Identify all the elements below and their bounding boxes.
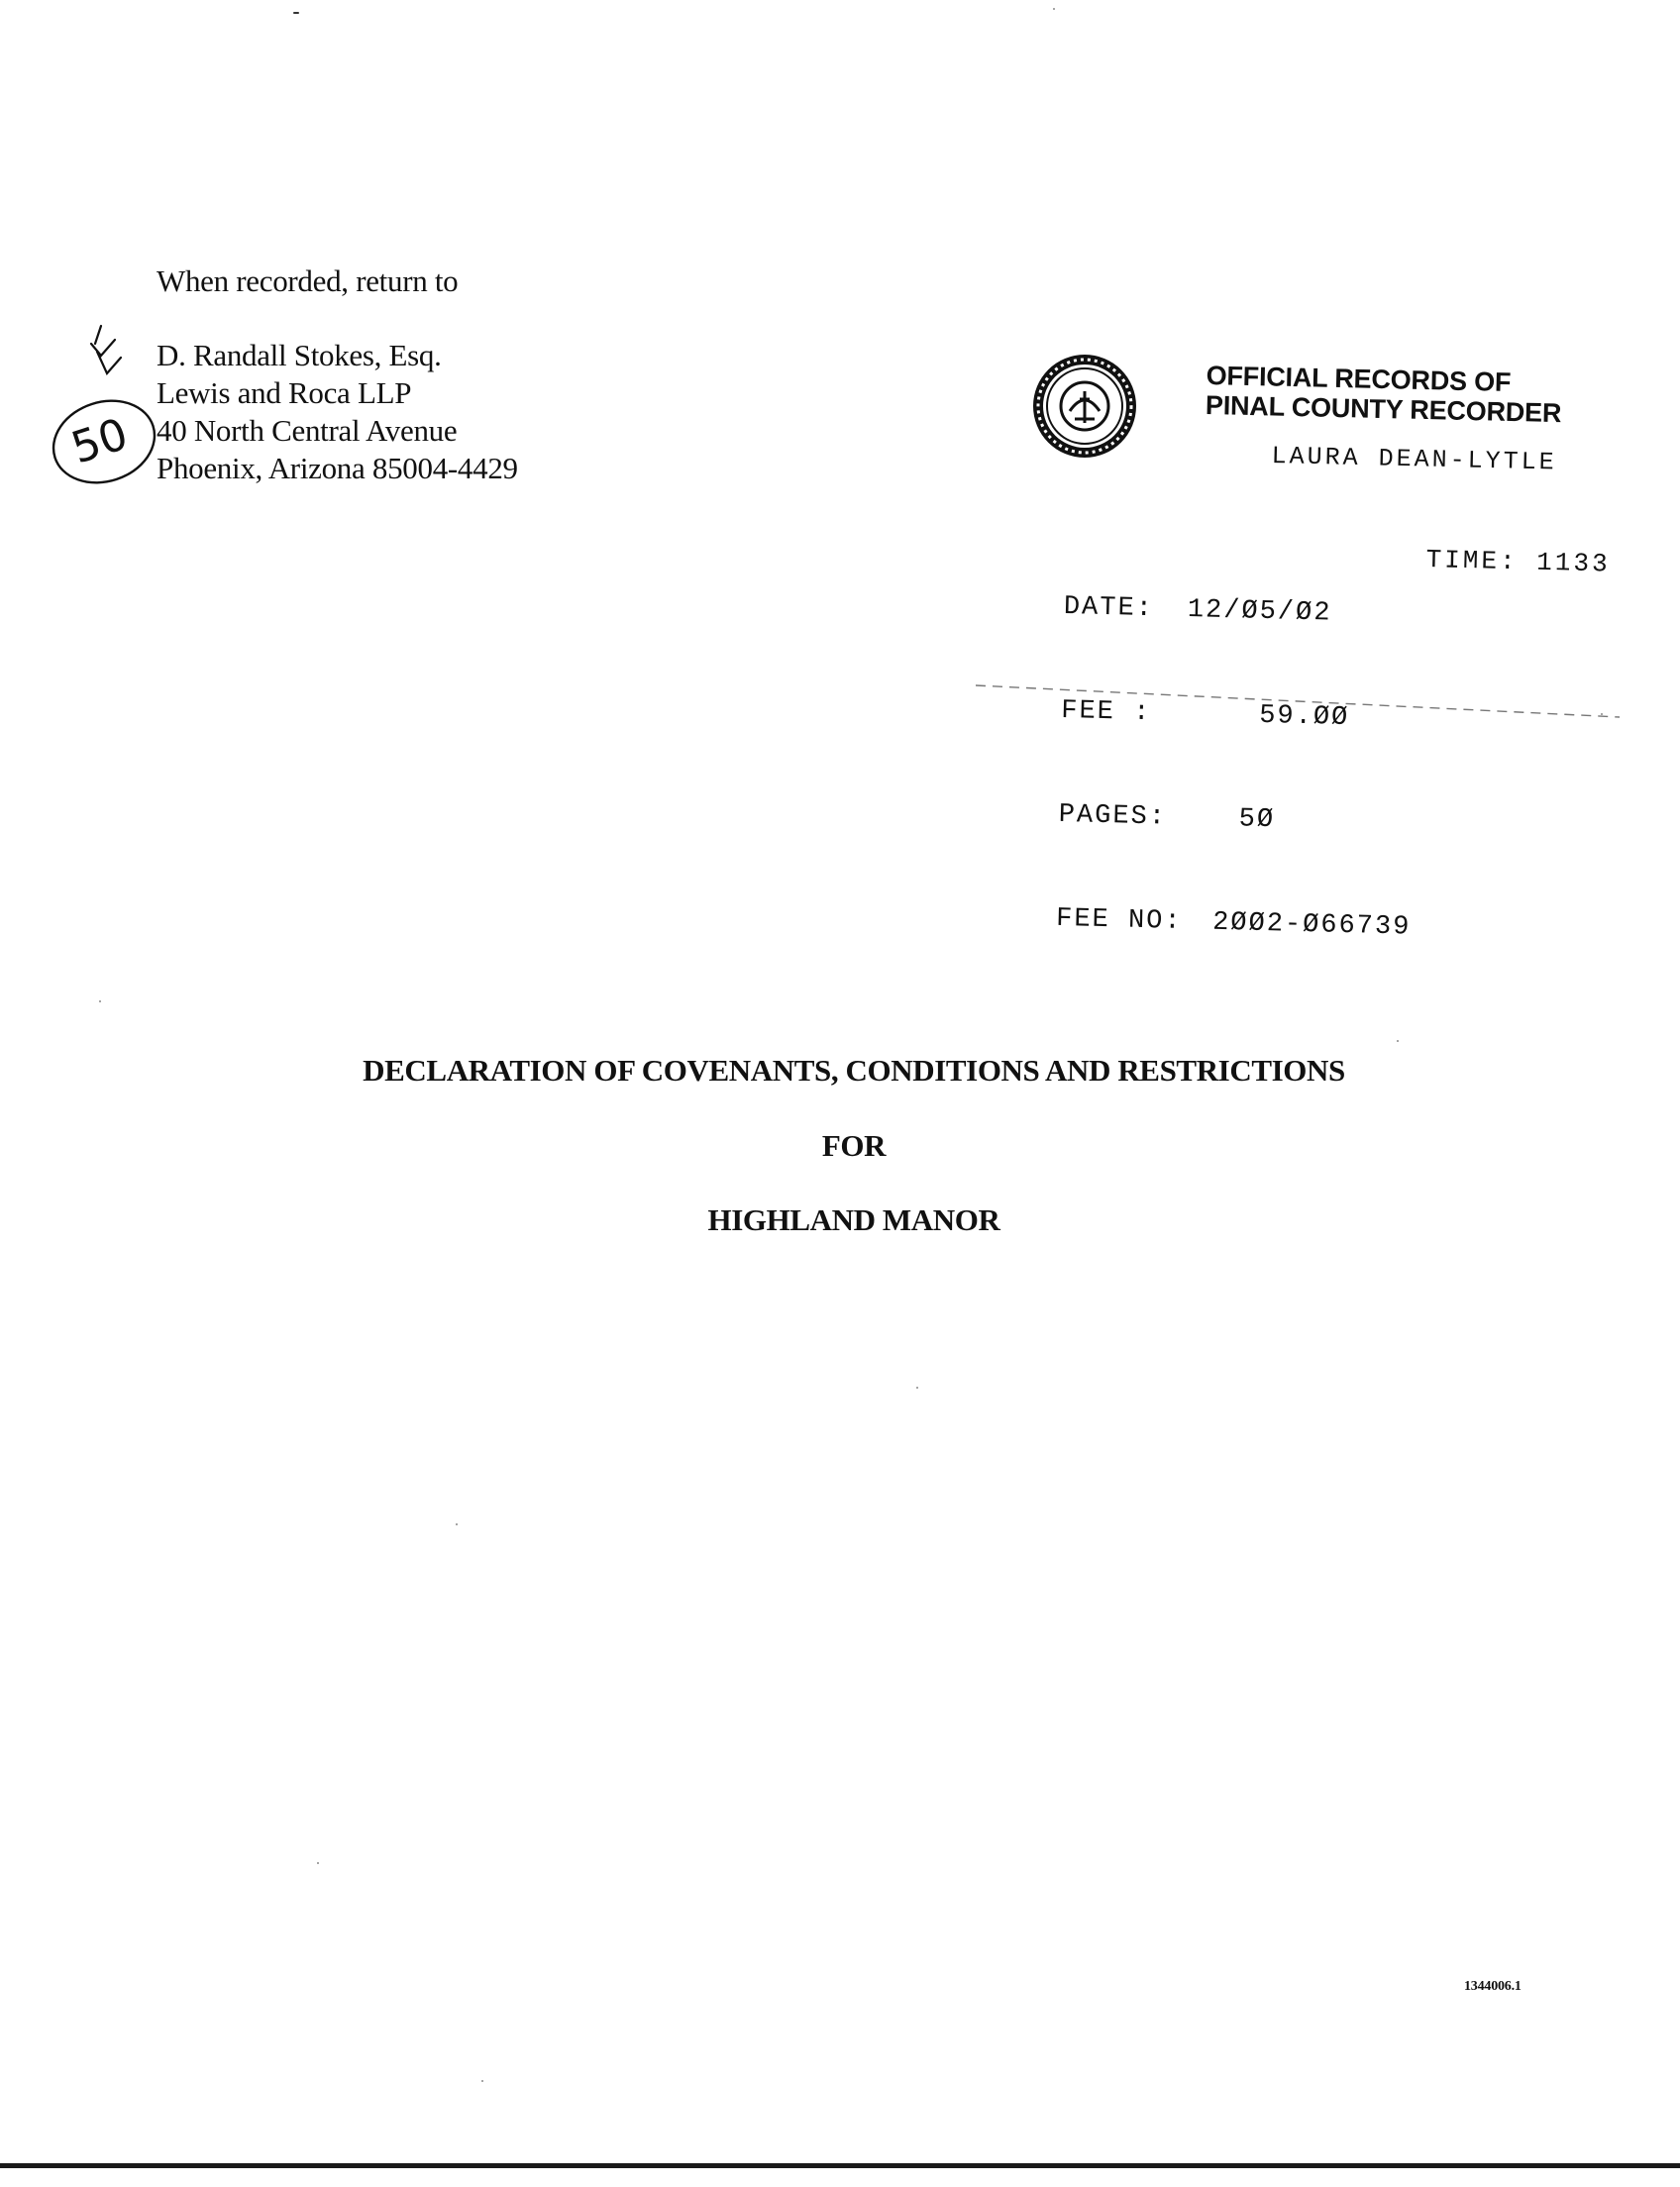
fee-label: FEE : — [1060, 695, 1152, 729]
handwritten-circled-page-count — [50, 396, 158, 485]
recorder-stamp-title — [1206, 361, 1563, 428]
fee-value: 59.ØØ — [1258, 700, 1350, 734]
pages-value: 5Ø — [1238, 804, 1276, 836]
scan-speck — [916, 1387, 918, 1389]
recording-time — [1425, 545, 1611, 579]
bottom-rule — [0, 2163, 1680, 2168]
return-to-heading: When recorded, return to — [157, 263, 459, 298]
recorder-title-line: OFFICIAL RECORDS OF — [1206, 361, 1512, 397]
fee-no-label: FEE NO: — [1055, 903, 1183, 937]
scan-speck — [293, 12, 299, 14]
time-value: 1133 — [1535, 547, 1611, 579]
fee-no-value: 2ØØ2-Ø66739 — [1211, 907, 1412, 943]
scan-speck — [1397, 1040, 1399, 1042]
document-subject: HIGHLAND MANOR — [707, 1202, 1000, 1237]
handwritten-check-mark-icon — [87, 322, 127, 381]
recorder-title-line: PINAL COUNTY RECORDER — [1205, 389, 1562, 429]
recording-details — [1055, 521, 1412, 974]
return-address-line: 40 North Central Avenue — [157, 413, 458, 448]
time-label: TIME: — [1425, 545, 1519, 577]
return-address-line: D. Randall Stokes, Esq. — [157, 338, 442, 372]
scan-speck — [456, 1523, 458, 1525]
date-label: DATE: — [1063, 591, 1155, 625]
document-title: DECLARATION OF COVENANTS, CONDITIONS AND RESTRICTIONS — [363, 1053, 1345, 1088]
recorder-name: LAURA DEAN-LYTLE — [1271, 442, 1557, 477]
county-seal-icon — [1030, 352, 1139, 461]
return-address — [157, 337, 518, 487]
scan-speck — [317, 1862, 319, 1864]
document-title-for: FOR — [821, 1128, 887, 1163]
scan-speck — [481, 2080, 483, 2082]
date-value: 12/Ø5/Ø2 — [1187, 595, 1332, 629]
scan-speck — [1053, 8, 1055, 10]
document-number: 1344006.1 — [1464, 1979, 1522, 1994]
scan-speck — [1601, 713, 1603, 715]
handwritten-page-count: 50 — [65, 408, 135, 474]
return-address-line: Phoenix, Arizona 85004-4429 — [157, 451, 518, 485]
return-address-line: Lewis and Roca LLP — [157, 375, 412, 410]
pages-label: PAGES: — [1058, 799, 1168, 833]
scan-speck — [99, 1000, 101, 1002]
stamp-dashed-border — [976, 681, 1620, 721]
